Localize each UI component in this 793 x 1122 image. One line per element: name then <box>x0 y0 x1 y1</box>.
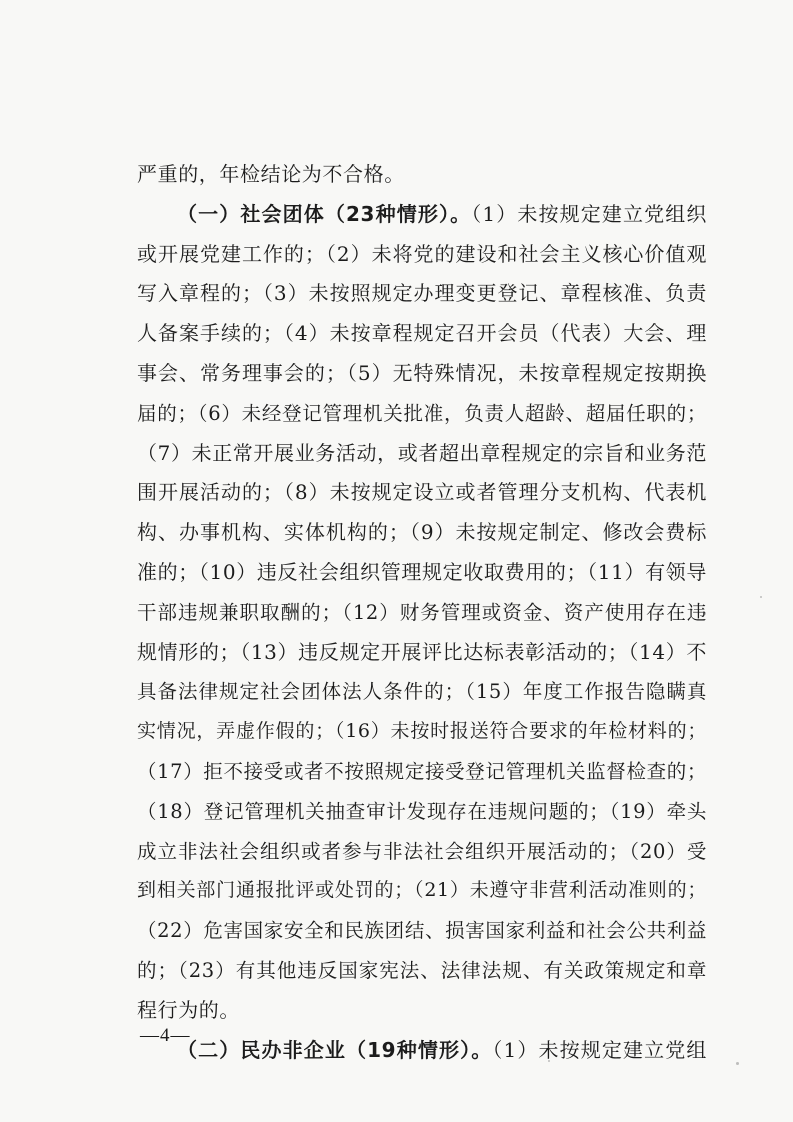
section-1-heading: （一）社会团体（23种情形）。 <box>177 201 472 226</box>
text-line: 人备案手续的；（4）未按章程规定召开会员（代表）大会、理 <box>137 321 707 346</box>
section-2-first-line <box>137 1031 707 1071</box>
page-number: —4— <box>140 1025 191 1046</box>
text-line: 程行为的。 <box>137 997 240 1022</box>
text-line: （7）未正常开展业务活动，或者超出章程规定的宗旨和业务范 <box>137 440 707 465</box>
text-line: 干部违规兼职取酬的；（12）财务管理或资金、资产使用存在违 <box>137 600 707 624</box>
text-line: 写入章程的；（3）未按照规定办理变更登记、章程核准、负责 <box>137 281 707 306</box>
section-1-first-line <box>137 195 707 235</box>
section-2-heading: （二）民办非企业（19种情形）。 <box>177 1037 493 1062</box>
body-text <box>137 155 707 1070</box>
text-line: 严重的，年检结论为不合格。 <box>137 162 405 186</box>
text-line: 具备法律规定社会团体法人条件的；（15）年度工作报告隐瞒真 <box>137 680 707 704</box>
text-line: 到相关部门通报批评或处罚的；（21）未遵守非营利活动准则的； <box>137 879 707 902</box>
text-line: （17）拒不接受或者不按照规定接受登记管理机关监督检查的； <box>137 759 707 783</box>
scan-speck <box>736 1062 739 1065</box>
section-2-text: （1）未按规定建立党组 <box>492 1037 707 1062</box>
text-line: 实情况，弄虚作假的；（16）未按时报送符合要求的年检材料的； <box>137 720 707 743</box>
text-line: 规情形的；（13）违反规定开展评比达标表彰活动的；（14）不 <box>137 639 707 664</box>
text-line: 的；（23）有其他违反国家宪法、法律法规、有关政策规定和章 <box>137 958 707 982</box>
text-line: 准的；（10）违反社会组织管理规定收取费用的；（11）有领导 <box>137 559 707 584</box>
text-line: 或开展党建工作的；（2）未将党的建设和社会主义核心价值观 <box>137 241 707 266</box>
text-line: 构、办事机构、实体机构的；（9）未按规定制定、修改会费标 <box>137 520 707 545</box>
text-line: （18）登记管理机关抽查审计发现存在违规问题的；（19）牵头 <box>137 799 707 823</box>
section-1-text: （1）未按规定建立党组织 <box>471 201 707 226</box>
text-line: 围开展活动的；（8）未按规定设立或者管理分支机构、代表机 <box>137 480 707 505</box>
text-line: 事会、常务理事会的；（5）无特殊情况，未按章程规定按期换 <box>137 360 707 385</box>
text-line: 成立非法社会组织或者参与非法社会组织开展活动的；（20）受 <box>137 839 707 863</box>
text-line: （22）危害国家安全和民族团结、损害国家利益和社会公共利益 <box>137 919 707 943</box>
scan-speck <box>760 596 762 598</box>
text-line: 届的；（6）未经登记管理机关批准，负责人超龄、超届任职的； <box>137 401 707 425</box>
